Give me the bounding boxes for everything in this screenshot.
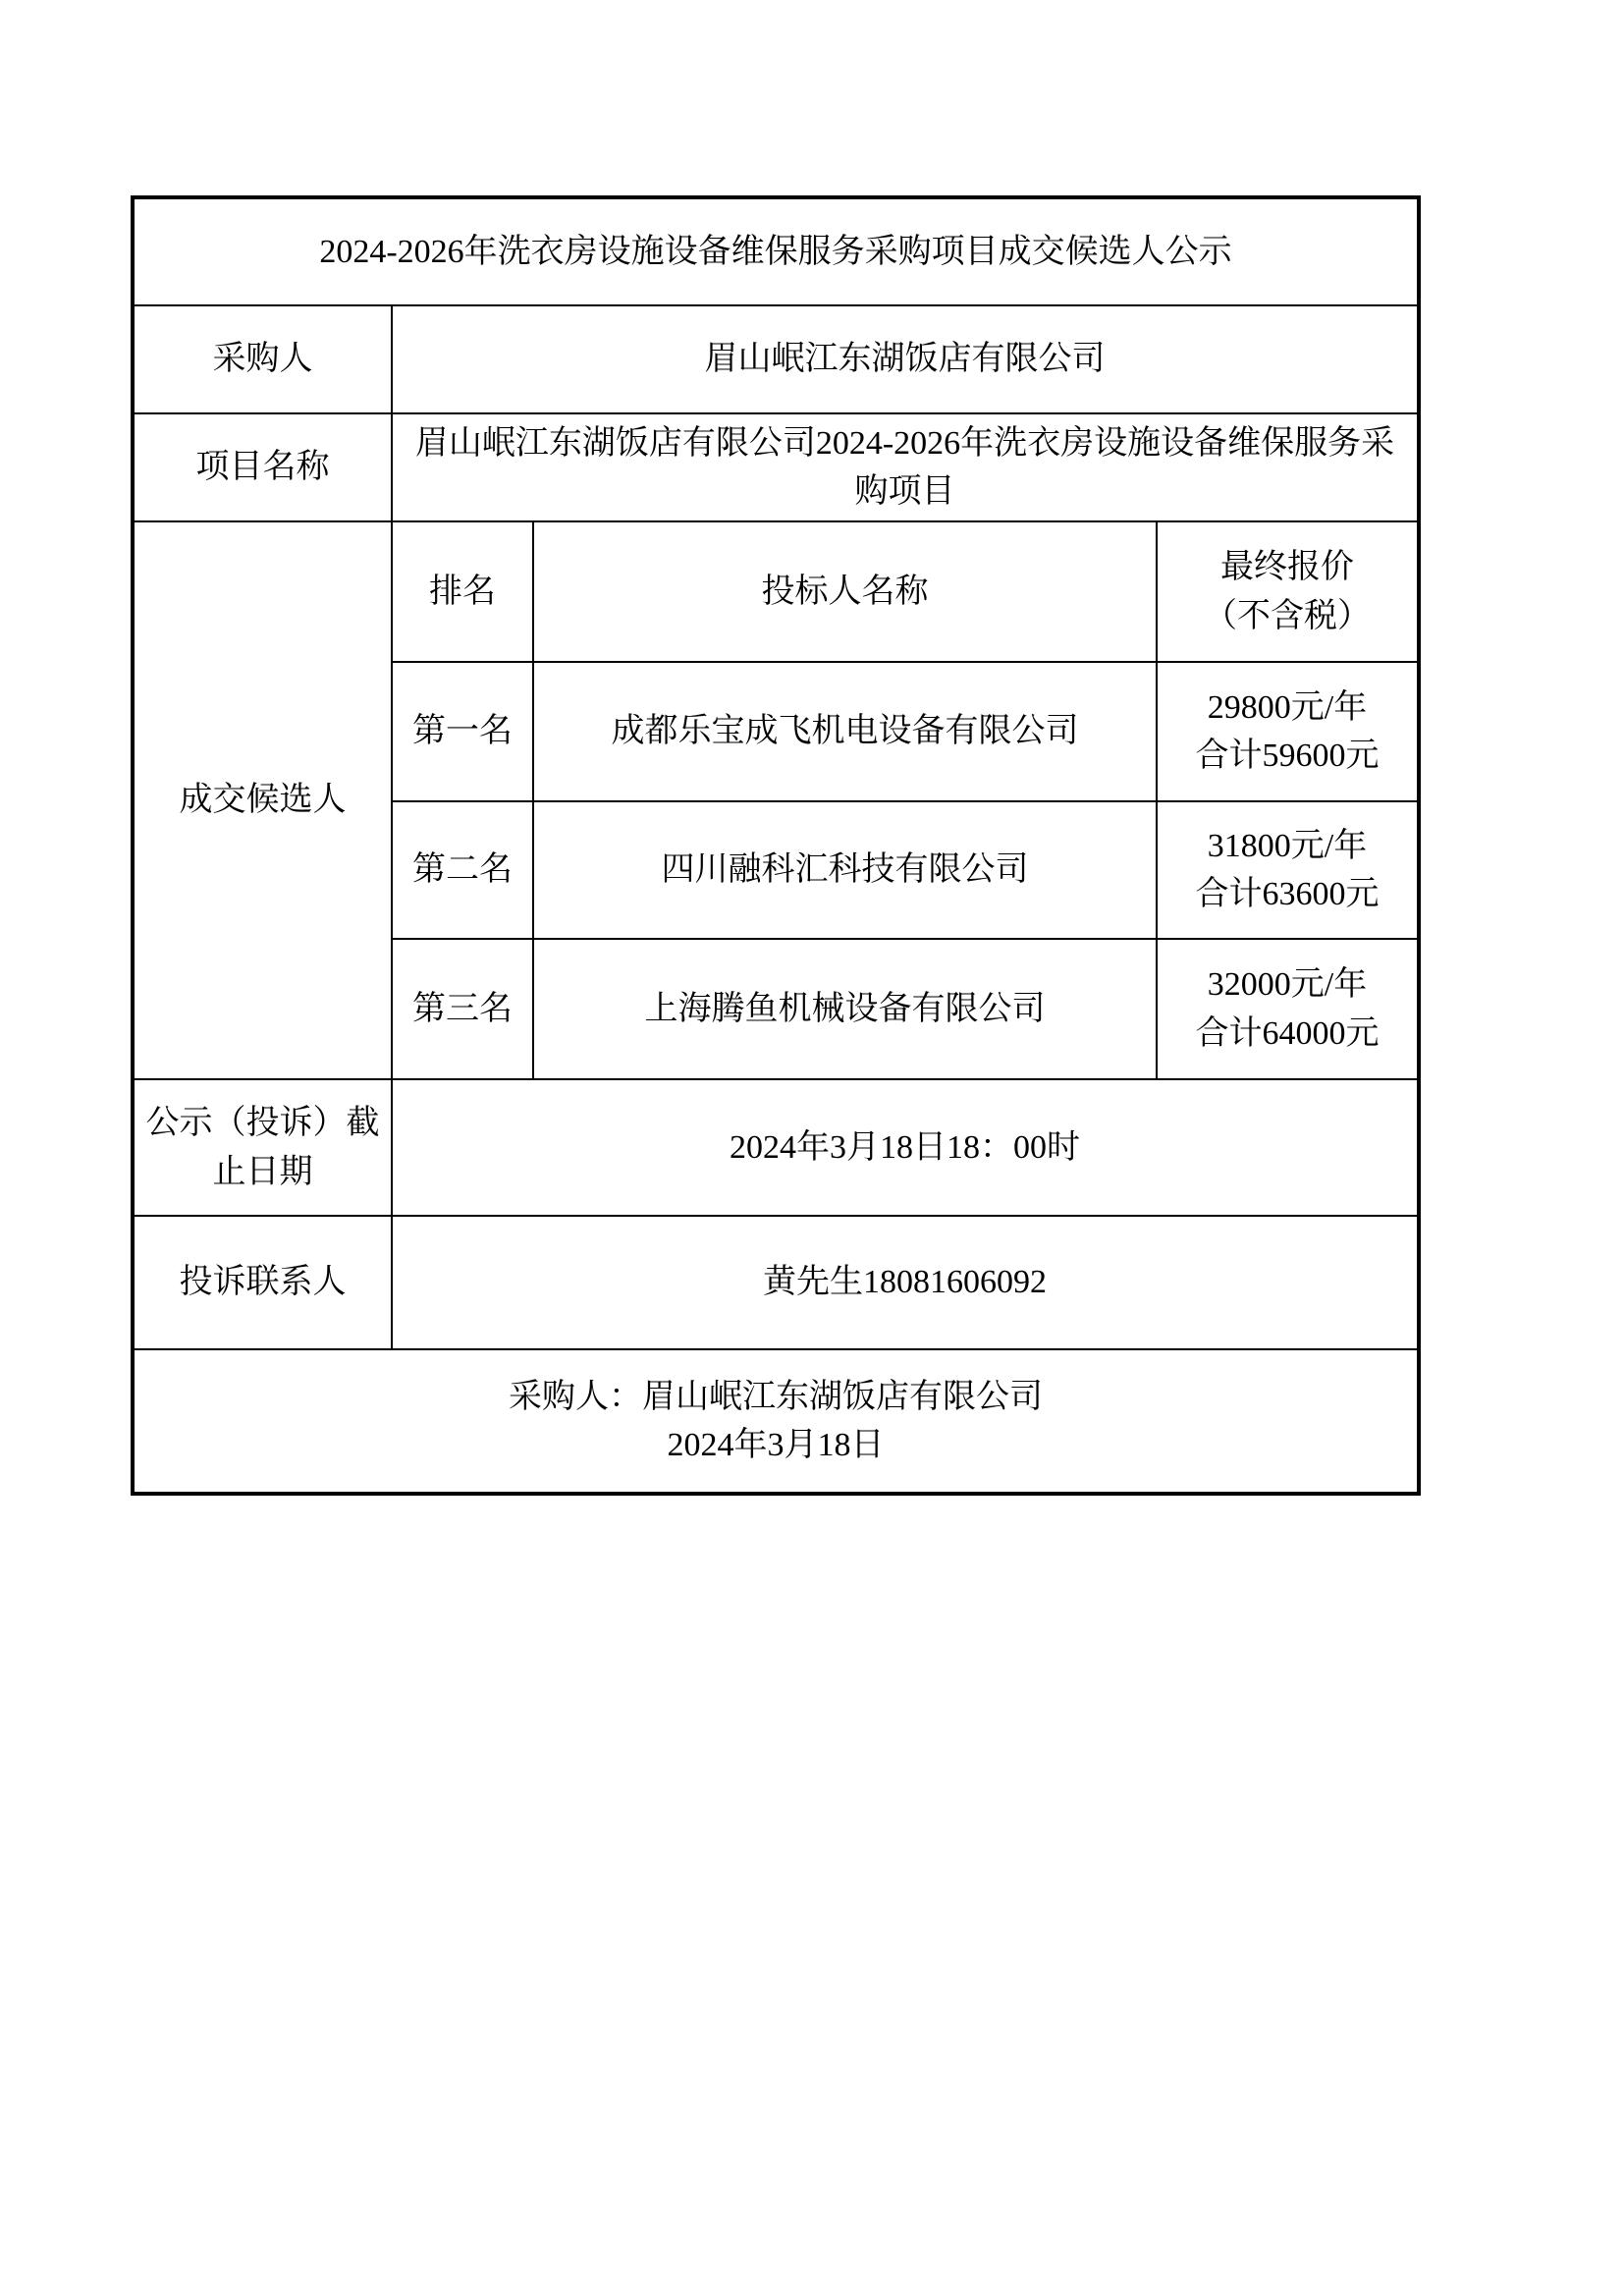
contact-label-cell	[133, 1216, 392, 1349]
rank-cell	[392, 939, 533, 1079]
signature-cell	[133, 1349, 1419, 1494]
bidder-cell	[533, 801, 1157, 939]
rank-cell	[392, 801, 533, 939]
price-header-cell	[1157, 521, 1419, 662]
document-title: 2024-2026年洗衣房设施设备维保服务采购项目成交候选人公示	[319, 233, 1232, 270]
bidder-value: 四川融科汇科技有限公司	[661, 851, 1029, 889]
bidder-value: 成都乐宝成飞机电设备有限公司	[611, 713, 1079, 750]
rank-value: 第二名	[412, 851, 513, 889]
project-label: 项目名称	[195, 449, 330, 486]
purchaser-label-cell	[133, 305, 392, 413]
document-title-cell	[133, 197, 1419, 305]
rank-cell	[392, 662, 533, 801]
rank-header: 排名	[429, 573, 496, 610]
price-header-line1: 最终报价	[1220, 549, 1354, 586]
purchaser-value-cell	[392, 305, 1419, 413]
price-cell	[1157, 801, 1419, 939]
bidder-header-cell	[533, 521, 1157, 662]
purchaser-value: 眉山岷江东湖饭店有限公司	[704, 341, 1106, 378]
price-header-line2: （不含税）	[1204, 597, 1371, 634]
rank-header-cell	[392, 521, 533, 662]
purchaser-label: 采购人	[212, 341, 313, 378]
price-cell	[1157, 662, 1419, 801]
contact-value: 黄先生18081606092	[763, 1264, 1047, 1301]
price-per-year: 29800元/年	[1207, 688, 1368, 726]
deadline-value-cell	[392, 1079, 1419, 1216]
bidder-cell	[533, 662, 1157, 801]
project-value: 眉山岷江东湖饭店有限公司2024-2026年洗衣房设施设备维保服务采购项目	[414, 424, 1395, 510]
contact-label: 投诉联系人	[179, 1264, 347, 1301]
price-total: 合计59600元	[1195, 738, 1380, 774]
project-label-cell	[133, 413, 392, 521]
announcement-table	[131, 195, 1421, 1496]
bidder-header: 投标人名称	[761, 573, 929, 610]
deadline-value: 2024年3月18日18：00时	[730, 1128, 1080, 1166]
deadline-label-cell	[133, 1079, 392, 1216]
rank-value: 第一名	[412, 713, 513, 750]
price-total: 合计64000元	[1195, 1014, 1380, 1052]
bidder-value: 上海腾鱼机械设备有限公司	[644, 990, 1046, 1027]
price-per-year: 31800元/年	[1207, 827, 1368, 864]
candidates-label-cell	[133, 521, 392, 1079]
project-value-cell	[392, 413, 1419, 521]
signature-purchaser: 采购人：眉山岷江东湖饭店有限公司	[509, 1378, 1043, 1415]
price-per-year: 32000元/年	[1207, 966, 1368, 1004]
price-total: 合计63600元	[1195, 876, 1380, 912]
deadline-label: 公示（投诉）截止日期	[145, 1105, 380, 1190]
bidder-cell	[533, 939, 1157, 1079]
signature-date: 2024年3月18日	[667, 1427, 885, 1463]
contact-value-cell	[392, 1216, 1419, 1349]
rank-value: 第三名	[412, 990, 513, 1027]
candidates-label: 成交候选人	[179, 782, 347, 819]
price-cell	[1157, 939, 1419, 1079]
